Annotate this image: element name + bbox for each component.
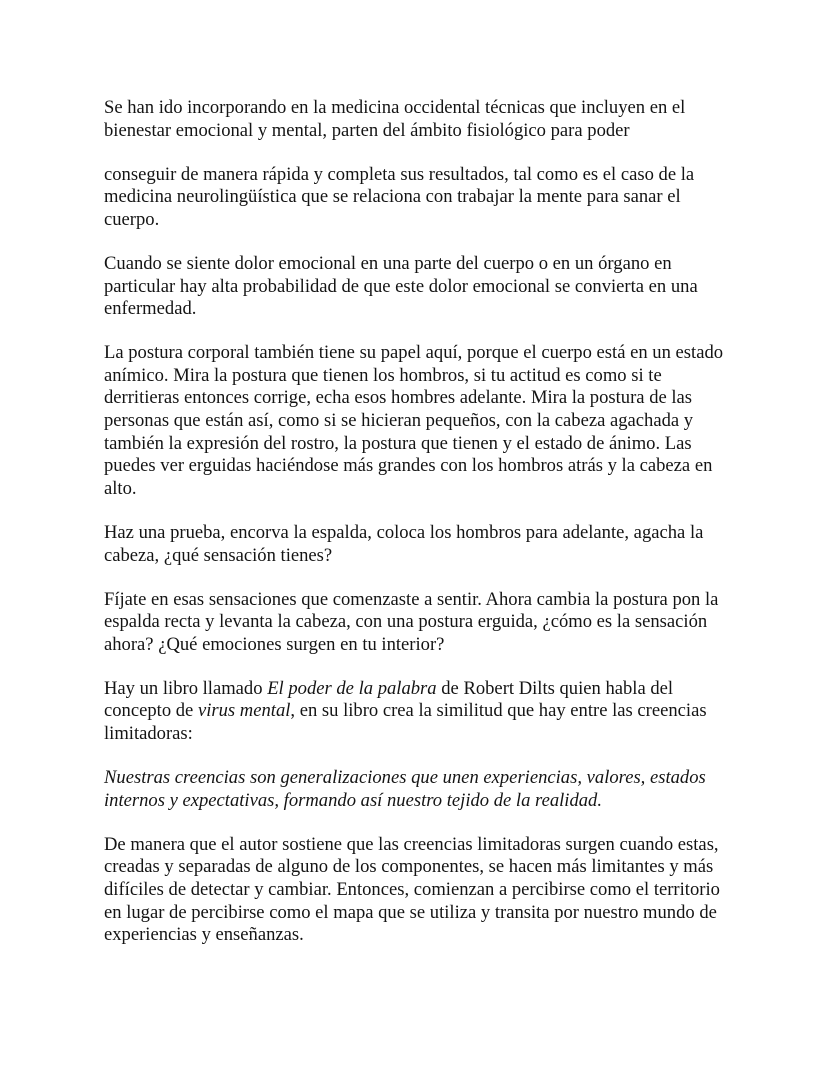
- libro-text-1: Hay un libro llamado: [104, 677, 268, 699]
- paragraph-libro-dilts: [104, 678, 726, 746]
- paragraph-medicina-neurolinguistica: conseguir de manera rápida y completa sus resultados, tal como es el caso de la medicina neurolingüística que se relaciona con trabajar la mente para sanar el cuerpo.: [104, 163, 695, 230]
- libro-text-2: de Robert Dilts quien habla del concepto de: [104, 677, 674, 722]
- paragraph-haz-una-prueba: Haz una prueba, encorva la espalda, coloca los hombros para adelante, agacha la cabeza, ¿qué sensación tienes?: [104, 521, 704, 566]
- book-title: El poder de la palabra: [267, 677, 437, 699]
- quote-creencias: Nuestras creencias son generalizaciones que unen experiencias, valores, estados internos y expectativas, formando así nuestro tejido de la realidad.: [104, 767, 706, 811]
- paragraph-creencias-limitadoras: De manera que el autor sostiene que las creencias limitadoras surgen cuando estas, creadas y separadas de alguno de los componentes, se hacen más limitantes y más difíciles de detectar y cambiar. Entonces, comienzan a percibirse como el territorio en lugar de percibirse como el mapa que se utiliza y transita por nuestro mundo de experiencias y enseñanzas.: [104, 833, 720, 946]
- concept-virus-mental: virus mental: [197, 700, 291, 722]
- paragraph-dolor-emocional: Cuando se siente dolor emocional en una parte del cuerpo o en un órgano en particular hay alta probabilidad de que este dolor emocional se convierta en una enfermedad.: [104, 252, 698, 320]
- paragraph-fijate-sensaciones: Fíjate en esas sensaciones que comenzaste a sentir. Ahora cambia la postura pon la espalda recta y levanta la cabeza, con una postura erguida, ¿cómo es la sensación ahora? ¿Qué emociones surgen en tu interior?: [104, 588, 719, 655]
- paragraph-postura-corporal: La postura corporal también tiene su papel aquí, porque el cuerpo está en un estado anímico. Mira la postura que tienen los hombros, si tu actitud es como si te derritieras entonces corrige, echa esos hombres adelante. Mira la postura de las personas que están así, como si se hicieran pequeños, con la cabeza agachada y también la expresión del rostro, la postura que tienen y el estado de ánimo. Las puedes ver erguidas haciéndose más grandes con los hombros atrás y la cabeza en alto.: [104, 342, 724, 499]
- paragraph-medicina-occidental: Se han ido incorporando en la medicina occidental técnicas que incluyen en el bienestar emocional y mental, parten del ámbito fisiológico para poder: [104, 97, 686, 141]
- libro-text-3: , en su libro crea la similitud que hay entre las creencias limitadoras:: [104, 700, 707, 745]
- document-page: [104, 97, 726, 968]
